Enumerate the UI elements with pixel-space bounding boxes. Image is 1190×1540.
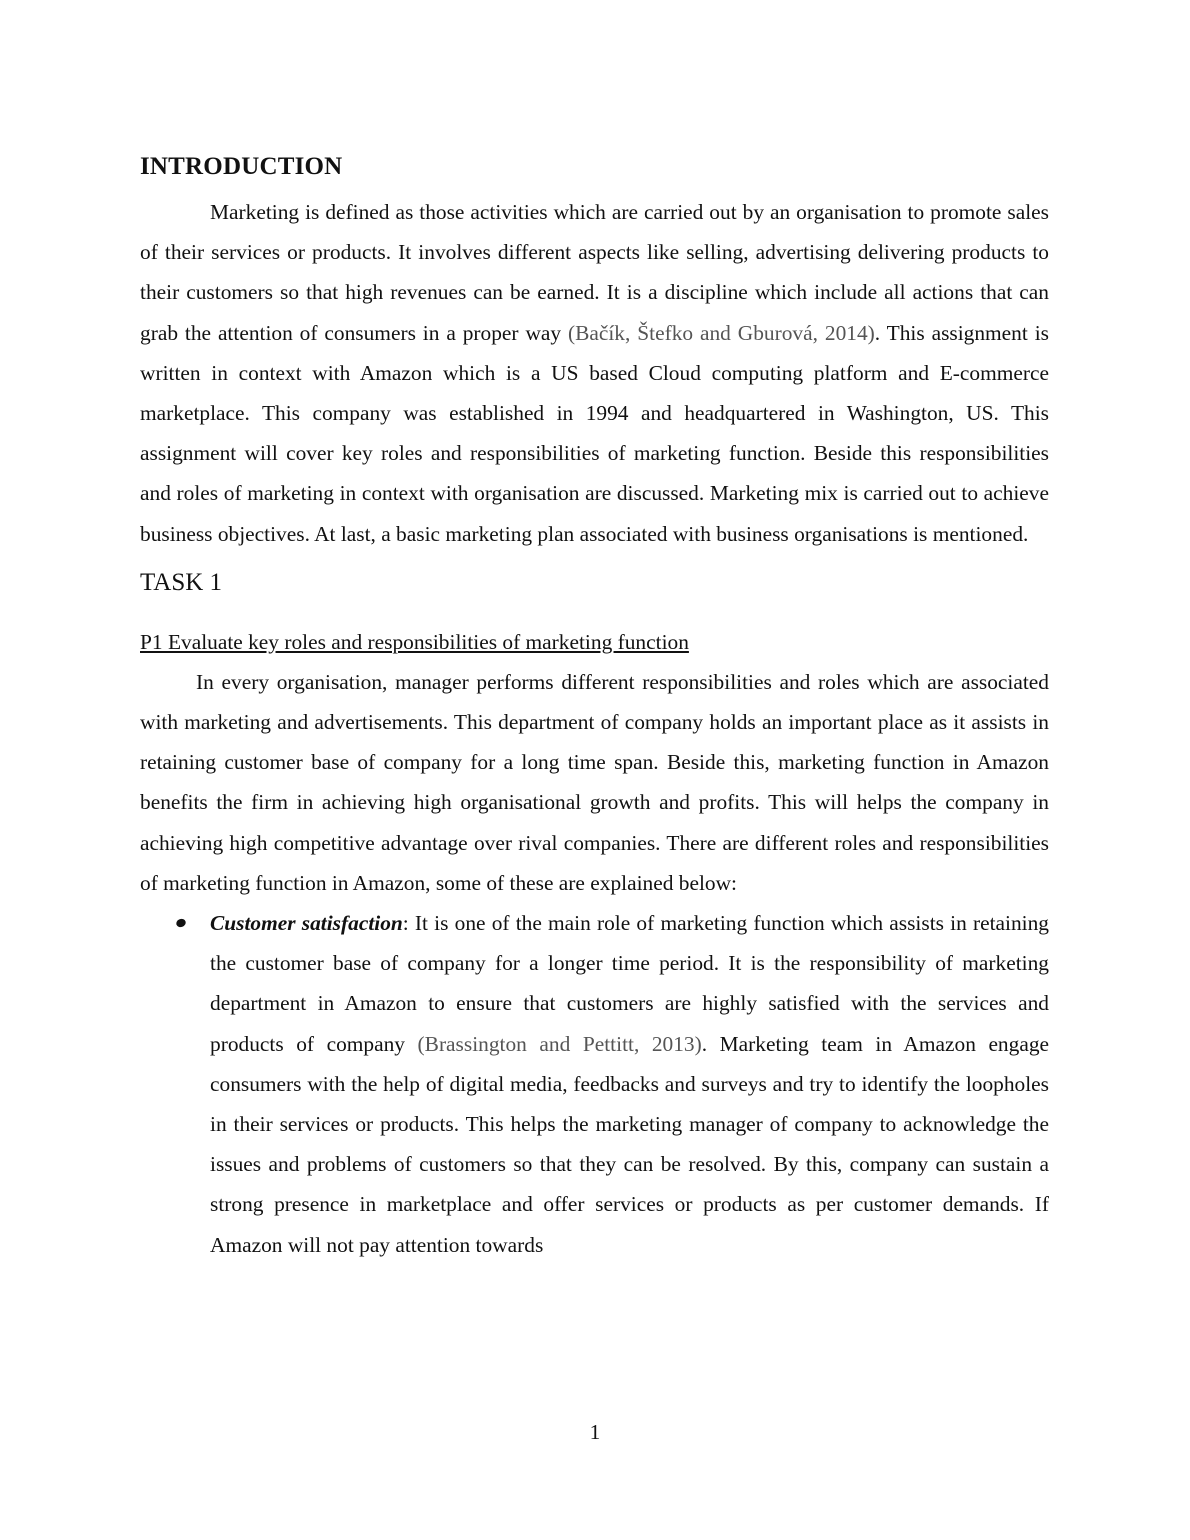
page-number: 1 [589,1420,601,1444]
task-1-paragraph: In every organisation, manager performs different responsibilities and roles which are associated with marketing and advertisements. This department of company holds an important place as it assists in retaining customer base of company for a long time span. Beside this, marketing function in Amazon benefits the firm in achieving high organisational growth and profits. This will helps the company in achieving high competitive advantage over rival companies. There are different roles and responsibilities of marketing function in Amazon, some of these are explained below: [140,669,1049,895]
document-page [140,150,1049,1265]
introduction-citation: (Bačík, Štefko and Gburová, 2014) [567,320,875,345]
introduction-paragraph [140,192,1049,554]
task-1-heading: TASK 1 [140,568,223,596]
bullet-icon [175,918,187,929]
bullet-term: Customer satisfaction [210,911,403,936]
bullet-text-part-2: . Marketing team in Amazon engage consumers with the help of digital media, feedbacks and surveys and try to identify the loopholes in their services or products. This helps the marketing manager of company to acknowledge the issues and problems of customers so that they can be resolved. By this, company can sustain a strong presence in marketplace and offer services or products as per customer demands. If Amazon will not pay attention towards [210,1031,1050,1257]
introduction-heading: INTRODUCTION [140,153,343,180]
roles-bullet-list [140,903,1049,1265]
bullet-paragraph [210,903,1049,1265]
list-item [140,903,1049,1265]
bullet-citation: (Brassington and Pettitt, 2013) [417,1031,702,1056]
p1-section-title: P1 Evaluate key roles and responsibilities of marketing function [140,629,689,654]
introduction-text-part-1: Marketing is defined as those activities which are carried out by an organisation to promote sales of their services or products. It involves different aspects like selling, advertising delivering products to their customers so that high revenues can be earned. It is a discipline which include all actions that can grab the attention of consumers in a proper way [140,200,1049,345]
introduction-text-part-2: . This assignment is written in context with Amazon which is a US based Cloud computing platform and E-commerce marketplace. This company was established in 1994 and headquartered in Washington, US. This assignment will cover key roles and responsibilities of marketing function. Beside this responsibilities and roles of marketing in context with organisation are discussed. Marketing mix is carried out to achieve business objectives. At last, a basic marketing plan associated with business organisations is mentioned. [140,320,1049,546]
bullet-text-part-1: : It is one of the main role of marketing function which assists in retaining the customer base of company for a longer time period. It is the responsibility of marketing department in Amazon to ensure that customers are highly satisfied with the services and products of company [210,911,1050,1056]
